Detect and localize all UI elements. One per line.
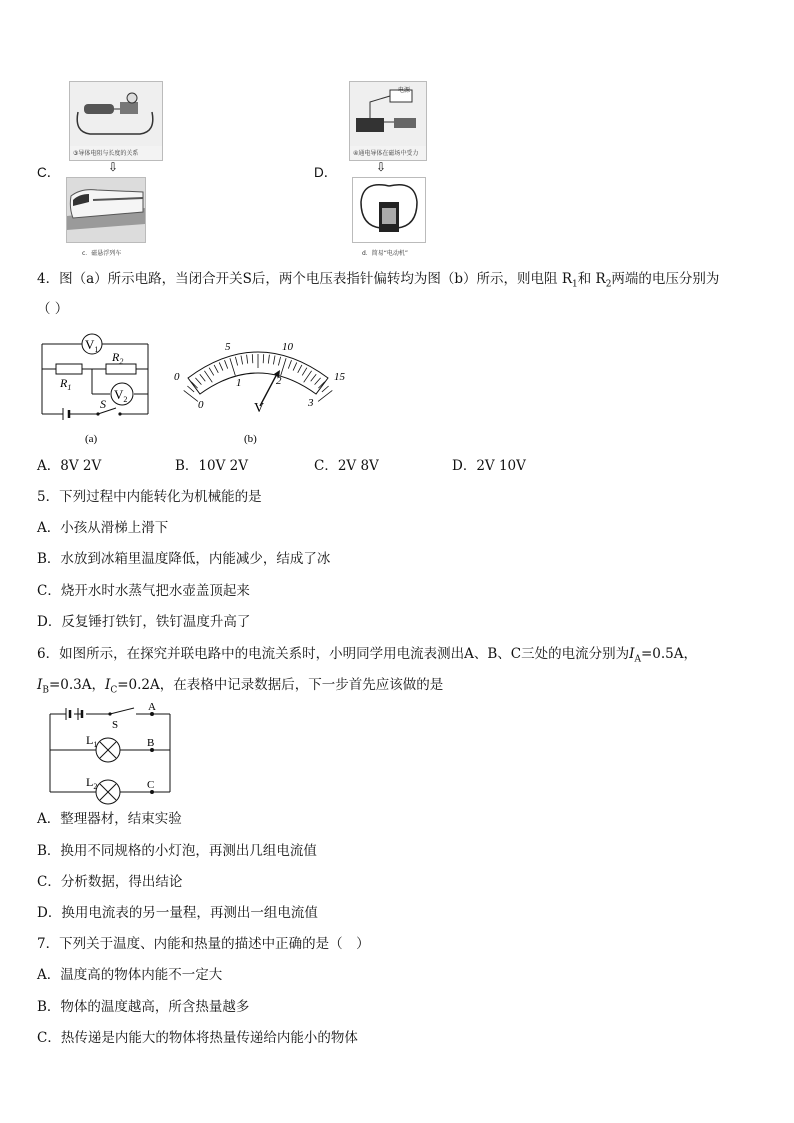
lamp-l1-icon [96,738,120,762]
l1-label: $L_1$ [86,733,98,749]
q5-option-a[interactable]: A．小孩从滑梯上滑下 [37,520,169,536]
v2-label: $V_2$ [114,387,128,404]
q4-option-d[interactable]: D．2V 10V [452,458,526,474]
lamp-l2-icon [96,780,120,804]
q6-option-b[interactable]: B．换用不同规格的小灯泡，再测出几组电流值 [37,843,317,859]
point-b-label: B [147,737,155,749]
inner-scale-1: 1 [236,377,242,389]
option-d-top-caption: ④通电导体在磁场中受力 [353,150,419,157]
outer-scale-0: 0 [174,371,180,383]
option-d-letter: D． [314,165,338,180]
simple-motor-photo [352,177,426,243]
dial-b-caption: (b) [244,433,257,445]
dial-tick [184,390,198,401]
v1-label: $V_1$ [85,337,99,354]
q7-option-c[interactable]: C．热传递是内能大的物体将热量传递给内能小的物体 [37,1030,358,1046]
option-d-bottom-caption: d．简易“电动机” [362,250,409,257]
dial-tick [318,390,332,401]
inner-scale-3: 3 [308,397,314,409]
point-c-label: C [147,779,155,791]
r2-label: $R_2$ [112,350,124,366]
q4-circuit-diagram-a [36,330,156,446]
power-source-label: 电源 [398,87,411,94]
option-c-bottom-caption: c．磁悬浮列车 [82,250,122,257]
down-arrow-icon: ⇩ [108,160,119,174]
q6-parallel-circuit-diagram [44,700,180,806]
switch-label: S [112,719,119,731]
simple-motor-drawing [353,178,425,242]
q6-option-a[interactable]: A．整理器材，结束实验 [37,811,182,827]
dial-tick [252,354,253,363]
q4-voltmeter-dial-b [166,330,352,446]
q4-option-a[interactable]: A．8V 2V [37,458,102,474]
switch-label: S [100,397,106,411]
q7-option-b[interactable]: B．物体的温度越高，所含热量越多 [37,999,250,1015]
resistance-experiment-photo [69,81,163,161]
maglev-train-drawing [67,178,145,242]
unit-label: V [254,401,265,416]
r1-label: $R_1$ [60,376,72,392]
q4-option-b[interactable]: B．10V 2V [175,458,248,474]
q6-option-c[interactable]: C．分析数据，得出结论 [37,874,183,890]
q6-stem-line2: $I_B=0.3A$，$I_C=0.2A$，在表格中记录数据后，下一步首先应该做的是 [37,677,444,696]
q5-option-c[interactable]: C．烧开水时水蒸气把水壶盖顶起来 [37,583,250,599]
down-arrow-icon: ⇩ [376,160,387,174]
l2-label: $L_2$ [86,775,98,791]
circuit-a-caption: (a) [85,433,98,445]
point-a-label: A [148,701,156,713]
outer-scale-15: 15 [334,371,345,383]
q6-stem-line1: 6．如图所示，在探究并联电路中的电流关系时，小明同学用电流表测出A、B、C三处的电流分别为$I_A=0.5A$， [37,646,697,665]
q7-option-a[interactable]: A．温度高的物体内能不一定大 [37,967,223,983]
inner-scale-0: 0 [198,399,204,411]
q6-option-d[interactable]: D．换用电流表的另一量程，再测出一组电流值 [37,905,318,921]
q5-stem: 5．下列过程中内能转化为机械能的是 [37,489,262,505]
maglev-train-photo [66,177,146,243]
outer-scale-10: 10 [282,341,293,353]
q4-stem-line2: （ ） [37,301,69,317]
q5-option-d[interactable]: D．反复锤打铁钉，铁钉温度升高了 [37,614,251,630]
force-apparatus-drawing [350,82,426,146]
outer-scale-5: 5 [225,341,231,353]
option-c-top-caption: ③导体电阻与长度的关系 [73,150,139,157]
option-c-letter: C． [37,165,61,180]
dial-tick [263,354,264,363]
dial-tick [187,386,194,392]
inner-scale-2: 2 [276,375,282,387]
resistance-apparatus-drawing [70,82,162,146]
q5-option-b[interactable]: B．水放到冰箱里温度降低，内能减少，结成了冰 [37,551,331,567]
q4-stem-line1: 4．图（a）所示电路，当闭合开关S后，两个电压表指针偏转均为图（b）所示，则电阻 $R_1$和 $R_2$两端的电压分别为 [37,271,720,290]
force-on-conductor-photo [349,81,427,161]
q7-stem: 7．下列关于温度、内能和热量的描述中正确的是（ ） [37,936,370,952]
q4-option-c[interactable]: C．2V 8V [314,458,379,474]
dial-tick [322,386,329,392]
